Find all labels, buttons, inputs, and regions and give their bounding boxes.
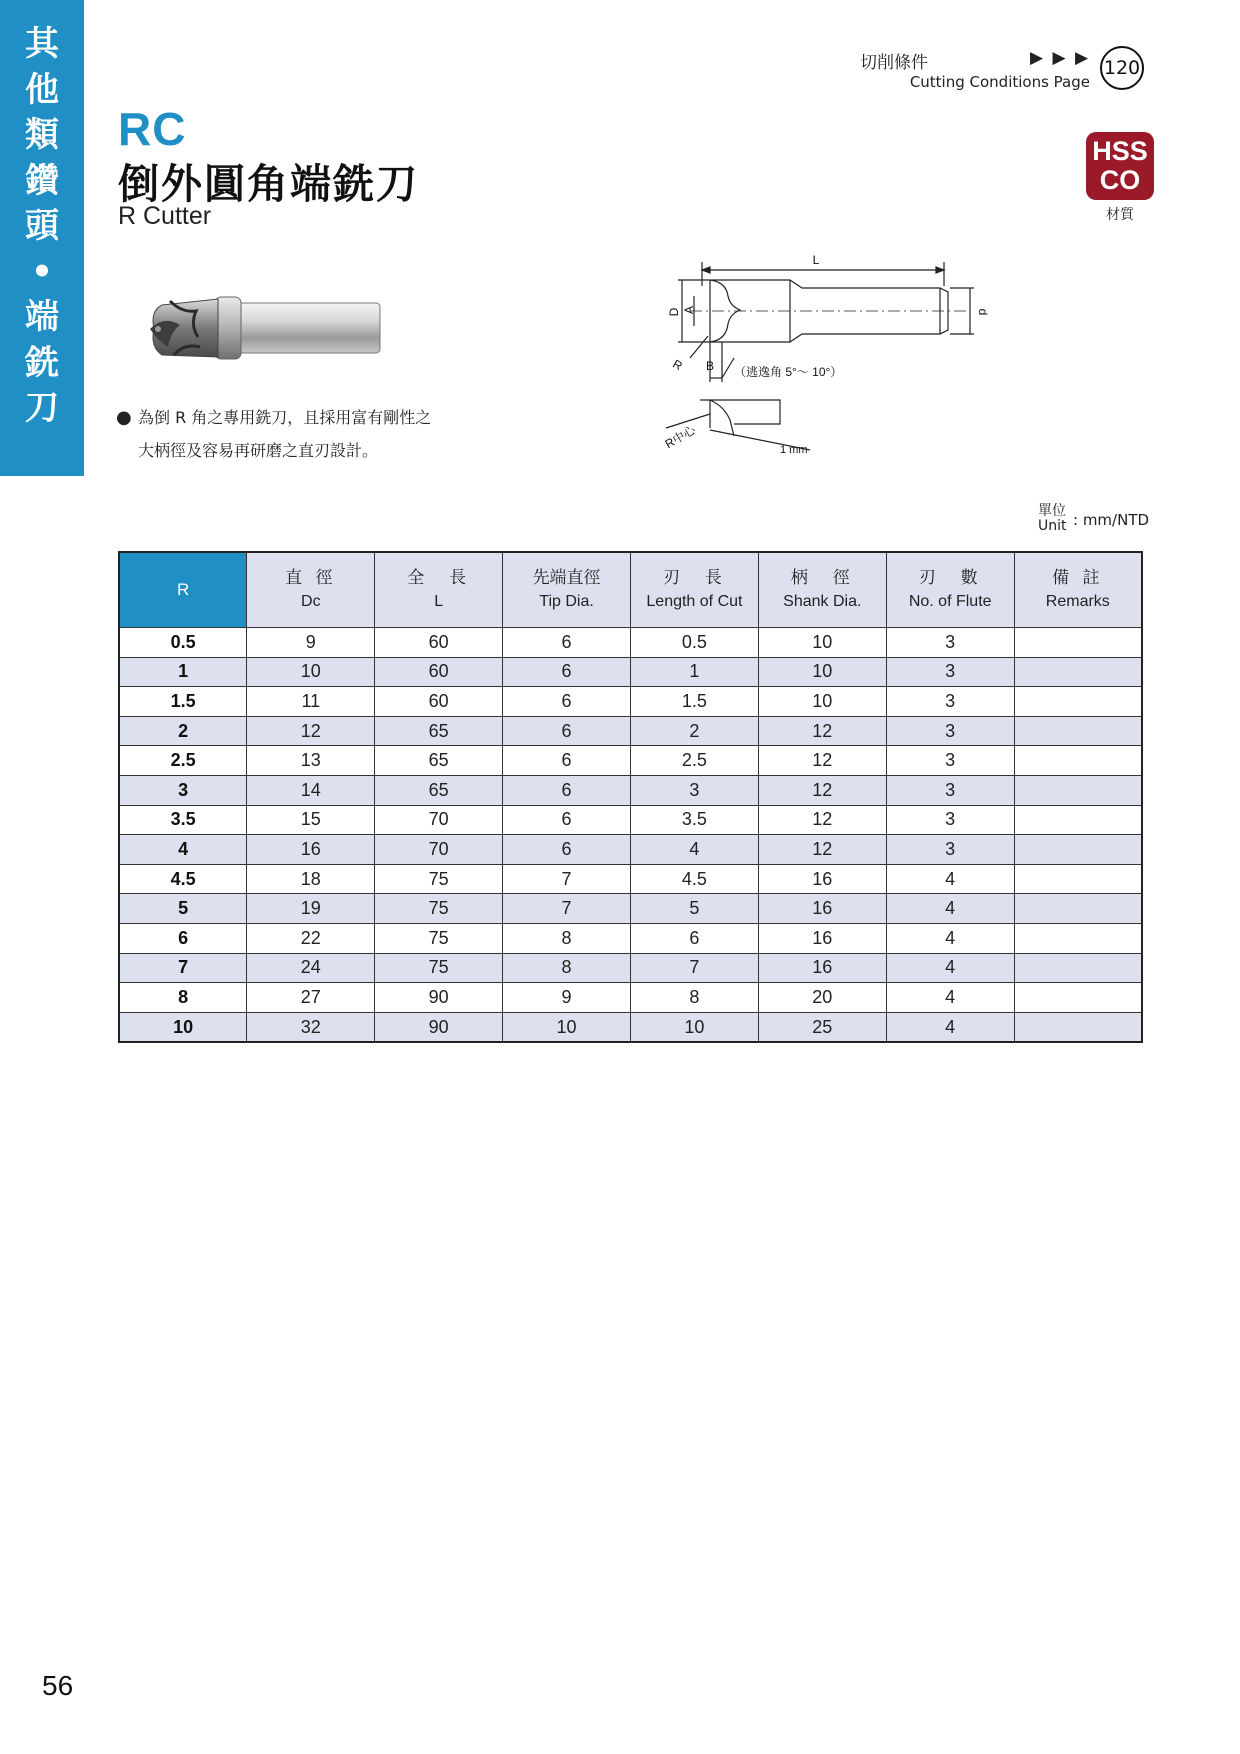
column-header-en: Shank Dia. xyxy=(783,593,862,610)
cell-remarks xyxy=(1014,953,1142,983)
side-tab-char: 類 xyxy=(25,115,59,155)
table-row xyxy=(119,864,1142,894)
material-badge xyxy=(1086,132,1154,200)
cell-tip-dia: 7 xyxy=(503,864,631,894)
cell-shank-dia: 12 xyxy=(758,716,886,746)
cell-tip-dia: 6 xyxy=(503,657,631,687)
column-header-r xyxy=(119,552,247,628)
cell-length-of-cut: 5 xyxy=(631,894,759,924)
cell-shank-dia: 12 xyxy=(758,805,886,835)
cell-r: 10 xyxy=(119,1012,247,1042)
cell-flutes: 4 xyxy=(886,864,1014,894)
cell-length: 90 xyxy=(375,983,503,1013)
cell-flutes: 3 xyxy=(886,805,1014,835)
side-tab-char: 刀 xyxy=(25,388,59,428)
cell-remarks xyxy=(1014,864,1142,894)
side-category-tab xyxy=(0,0,84,476)
side-tab-char: • xyxy=(31,251,53,292)
cell-flutes: 4 xyxy=(886,894,1014,924)
cell-flutes: 3 xyxy=(886,775,1014,805)
cell-flutes: 4 xyxy=(886,983,1014,1013)
table-row xyxy=(119,628,1142,658)
cell-r: 0.5 xyxy=(119,628,247,658)
cell-shank-dia: 20 xyxy=(758,983,886,1013)
cutting-conditions-page-link[interactable] xyxy=(1100,46,1144,90)
cell-dc: 9 xyxy=(247,628,375,658)
column-header-zh: 備 註 xyxy=(1052,568,1104,588)
side-tab-char: 鑽 xyxy=(25,160,59,201)
cutter-photo xyxy=(140,285,390,385)
dim-label-A: A xyxy=(682,305,696,315)
dim-label-d: d xyxy=(976,308,990,316)
unit-label-en: Unit xyxy=(1038,518,1067,534)
cell-length-of-cut: 2.5 xyxy=(631,746,759,776)
page-number: 56 xyxy=(42,1670,74,1701)
cell-r: 3 xyxy=(119,775,247,805)
cell-length: 75 xyxy=(375,894,503,924)
cell-length-of-cut: 2 xyxy=(631,716,759,746)
cell-dc: 18 xyxy=(247,864,375,894)
column-header-length xyxy=(375,552,503,628)
cell-tip-dia: 7 xyxy=(503,894,631,924)
table-row xyxy=(119,746,1142,776)
cell-r: 5 xyxy=(119,894,247,924)
cell-flutes: 3 xyxy=(886,716,1014,746)
cell-length: 65 xyxy=(375,775,503,805)
cell-length: 60 xyxy=(375,657,503,687)
cell-dc: 12 xyxy=(247,716,375,746)
column-header-zh: 直 徑 xyxy=(285,568,337,588)
cell-flutes: 4 xyxy=(886,953,1014,983)
technical-diagram xyxy=(630,240,1020,460)
cell-tip-dia: 6 xyxy=(503,628,631,658)
column-header-zh: 全 長 xyxy=(407,568,471,588)
cell-dc: 15 xyxy=(247,805,375,835)
table-row xyxy=(119,657,1142,687)
cell-length: 75 xyxy=(375,923,503,953)
cell-shank-dia: 12 xyxy=(758,775,886,805)
cell-shank-dia: 16 xyxy=(758,894,886,924)
cell-shank-dia: 12 xyxy=(758,746,886,776)
spec-table xyxy=(118,551,1143,1043)
side-tab-char: 頭 xyxy=(25,206,59,246)
cell-tip-dia: 6 xyxy=(503,716,631,746)
description-line: 為倒 R 角之專用銑刀，且採用富有剛性之 xyxy=(138,408,432,427)
arrow-icons: ▶ ▶ ▶ xyxy=(1030,48,1091,68)
cell-r: 2 xyxy=(119,716,247,746)
cell-length-of-cut: 7 xyxy=(631,953,759,983)
cell-dc: 11 xyxy=(247,687,375,717)
product-name-en: R Cutter xyxy=(118,202,212,230)
cell-length-of-cut: 1.5 xyxy=(631,687,759,717)
table-row xyxy=(119,894,1142,924)
cell-remarks xyxy=(1014,716,1142,746)
cell-r: 6 xyxy=(119,923,247,953)
product-description xyxy=(116,401,431,467)
cell-shank-dia: 10 xyxy=(758,657,886,687)
cell-r: 1 xyxy=(119,657,247,687)
cell-shank-dia: 25 xyxy=(758,1012,886,1042)
cell-length-of-cut: 1 xyxy=(631,657,759,687)
side-tab-text xyxy=(0,22,84,432)
column-header-en: Dc xyxy=(301,593,321,610)
dim-label-D: D xyxy=(667,307,681,317)
cell-dc: 10 xyxy=(247,657,375,687)
cell-shank-dia: 10 xyxy=(758,628,886,658)
cell-dc: 22 xyxy=(247,923,375,953)
table-row xyxy=(119,923,1142,953)
column-header-length-of-cut xyxy=(631,552,759,628)
cell-tip-dia: 8 xyxy=(503,953,631,983)
cell-length-of-cut: 3 xyxy=(631,775,759,805)
table-row xyxy=(119,716,1142,746)
cell-r: 8 xyxy=(119,983,247,1013)
cell-remarks xyxy=(1014,746,1142,776)
side-tab-char: 他 xyxy=(25,69,59,110)
one-mm-label: 1 mm xyxy=(780,444,808,456)
cell-length-of-cut: 6 xyxy=(631,923,759,953)
material-badge-line1: HSS xyxy=(1092,136,1148,166)
cell-length-of-cut: 10 xyxy=(631,1012,759,1042)
cell-length: 65 xyxy=(375,746,503,776)
cell-r: 7 xyxy=(119,953,247,983)
material-badge-line2: CO xyxy=(1099,165,1141,195)
cell-tip-dia: 6 xyxy=(503,775,631,805)
table-row xyxy=(119,1012,1142,1042)
cell-dc: 13 xyxy=(247,746,375,776)
cell-remarks xyxy=(1014,835,1142,865)
cell-length-of-cut: 4 xyxy=(631,835,759,865)
product-code: RC xyxy=(118,103,187,155)
column-header-label: R xyxy=(177,580,190,599)
cell-remarks xyxy=(1014,894,1142,924)
column-header-zh: 刃 數 xyxy=(918,568,982,588)
cell-length: 60 xyxy=(375,687,503,717)
table-row xyxy=(119,835,1142,865)
column-header-zh: 刃 長 xyxy=(662,568,726,588)
cell-tip-dia: 10 xyxy=(503,1012,631,1042)
cell-length: 90 xyxy=(375,1012,503,1042)
cell-remarks xyxy=(1014,775,1142,805)
column-header-en: Remarks xyxy=(1045,593,1110,610)
side-tab-char: 銑 xyxy=(25,342,59,383)
cell-tip-dia: 8 xyxy=(503,923,631,953)
bullet-icon: ● xyxy=(116,407,132,428)
cell-dc: 14 xyxy=(247,775,375,805)
cell-shank-dia: 16 xyxy=(758,953,886,983)
r-center-label: R中心 xyxy=(662,422,698,452)
cell-tip-dia: 6 xyxy=(503,835,631,865)
column-header-en: No. of Flute xyxy=(908,593,992,610)
column-header-zh: 先端直徑 xyxy=(532,568,601,588)
cell-remarks xyxy=(1014,687,1142,717)
cell-flutes: 3 xyxy=(886,746,1014,776)
relief-angle-note: （逃逸角 5°～ 10°） xyxy=(734,365,843,379)
table-row xyxy=(119,775,1142,805)
column-header-tip-dia xyxy=(503,552,631,628)
table-row xyxy=(119,983,1142,1013)
table-row xyxy=(119,805,1142,835)
cell-flutes: 3 xyxy=(886,687,1014,717)
side-tab-char: 其 xyxy=(25,24,59,64)
table-header-row xyxy=(119,552,1142,628)
spec-table-body xyxy=(119,628,1142,1043)
cell-length: 75 xyxy=(375,953,503,983)
material-label: 材質 xyxy=(1106,207,1134,223)
cell-dc: 19 xyxy=(247,894,375,924)
cell-remarks xyxy=(1014,983,1142,1013)
cell-tip-dia: 6 xyxy=(503,805,631,835)
cell-shank-dia: 16 xyxy=(758,864,886,894)
cell-length: 65 xyxy=(375,716,503,746)
cutting-conditions-sublabel: Cutting Conditions Page xyxy=(909,73,1090,91)
cutting-conditions-label: 切削條件 xyxy=(860,53,928,73)
unit-label-zh: 單位 xyxy=(1038,503,1066,519)
cell-tip-dia: 6 xyxy=(503,687,631,717)
side-tab-char: 端 xyxy=(25,297,59,337)
column-header-dc xyxy=(247,552,375,628)
column-header-zh: 柄 徑 xyxy=(790,568,854,588)
cell-flutes: 3 xyxy=(886,835,1014,865)
cell-length-of-cut: 8 xyxy=(631,983,759,1013)
cell-dc: 27 xyxy=(247,983,375,1013)
cell-tip-dia: 9 xyxy=(503,983,631,1013)
cell-remarks xyxy=(1014,1012,1142,1042)
table-row xyxy=(119,687,1142,717)
dim-label-L: L xyxy=(812,253,820,267)
unit-value: : mm/NTD xyxy=(1073,511,1150,529)
product-name-zh: 倒外圓角端銑刀 xyxy=(118,160,419,208)
unit-label xyxy=(1038,504,1067,534)
cell-remarks xyxy=(1014,805,1142,835)
cell-length: 75 xyxy=(375,864,503,894)
cell-dc: 16 xyxy=(247,835,375,865)
cell-length: 70 xyxy=(375,805,503,835)
cell-flutes: 4 xyxy=(886,923,1014,953)
cell-r: 4.5 xyxy=(119,864,247,894)
cell-flutes: 4 xyxy=(886,1012,1014,1042)
column-header-en: Tip Dia. xyxy=(539,593,594,610)
cell-flutes: 3 xyxy=(886,657,1014,687)
column-header-en: L xyxy=(434,593,444,610)
cell-length-of-cut: 3.5 xyxy=(631,805,759,835)
cell-remarks xyxy=(1014,628,1142,658)
description-line: 大柄徑及容易再研磨之直刃設計。 xyxy=(138,441,379,460)
dim-label-B: B xyxy=(706,359,715,373)
page-ref-number: 120 xyxy=(1103,57,1141,79)
cell-shank-dia: 10 xyxy=(758,687,886,717)
column-header-remarks xyxy=(1014,552,1142,628)
cell-length-of-cut: 0.5 xyxy=(631,628,759,658)
cell-r: 1.5 xyxy=(119,687,247,717)
cell-r: 2.5 xyxy=(119,746,247,776)
column-header-shank-dia xyxy=(758,552,886,628)
column-header-flutes xyxy=(886,552,1014,628)
cell-shank-dia: 12 xyxy=(758,835,886,865)
cell-length: 70 xyxy=(375,835,503,865)
column-header-en: Length of Cut xyxy=(646,593,743,610)
cell-remarks xyxy=(1014,657,1142,687)
cell-r: 3.5 xyxy=(119,805,247,835)
cell-length-of-cut: 4.5 xyxy=(631,864,759,894)
cell-shank-dia: 16 xyxy=(758,923,886,953)
cell-dc: 32 xyxy=(247,1012,375,1042)
cell-r: 4 xyxy=(119,835,247,865)
cell-tip-dia: 6 xyxy=(503,746,631,776)
table-row xyxy=(119,953,1142,983)
cell-dc: 24 xyxy=(247,953,375,983)
cell-length: 60 xyxy=(375,628,503,658)
cell-flutes: 3 xyxy=(886,628,1014,658)
dim-label-R: R xyxy=(670,356,685,374)
cell-remarks xyxy=(1014,923,1142,953)
